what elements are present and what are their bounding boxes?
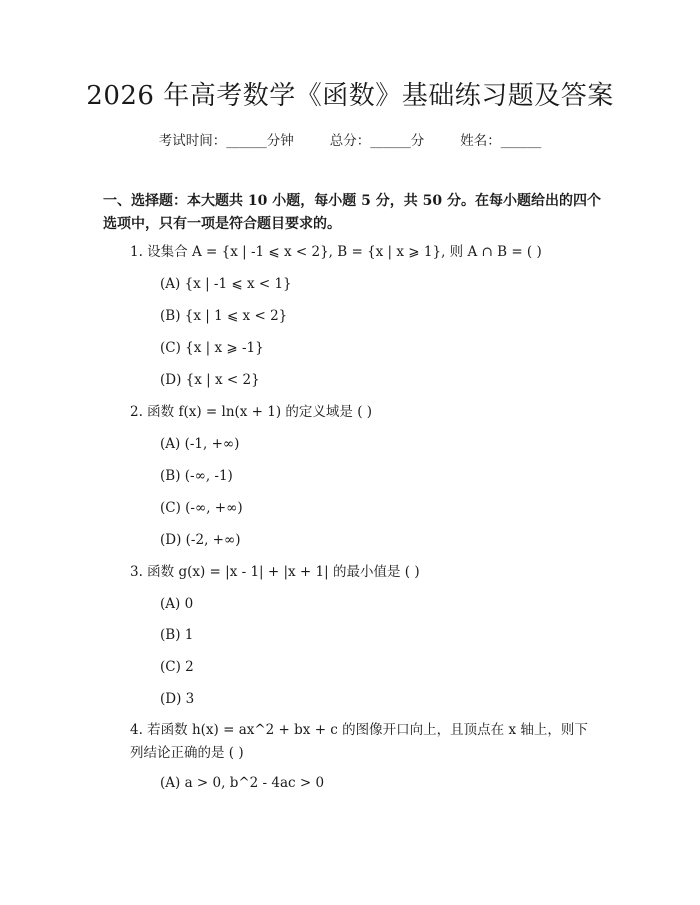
question-1-option-c: (C) {x | x ⩾ -1} xyxy=(160,340,264,356)
question-3-stem: 3. 函数 g(x) = |x - 1| + |x + 1| 的最小值是 ( ) xyxy=(130,564,420,580)
section-heading: 一、选择题：本大题共 10 小题，每小题 5 分，共 50 分。在每小题给出的四个选项中，只有一项是符合题目要求的。 xyxy=(103,193,601,232)
question-3-option-b: (B) 1 xyxy=(160,627,194,643)
question-2-option-a: (A) (-1, +∞) xyxy=(160,436,240,452)
exam-time-field: 考试时间：______分钟 xyxy=(158,133,294,149)
name-field: 姓名：______ xyxy=(460,133,542,149)
question-3-option-d: (D) 3 xyxy=(160,691,195,707)
question-1-stem: 1. 设集合 A = {x | -1 ⩽ x < 2}, B = {x | x ⩾ 1}, 则 A ∩ B = ( ) xyxy=(130,244,542,260)
question-2-option-c: (C) (-∞, +∞) xyxy=(160,500,243,516)
question-1-option-b: (B) {x | 1 ⩽ x < 2} xyxy=(160,308,288,324)
question-2-option-d: (D) (-2, +∞) xyxy=(160,532,241,548)
question-4-option-a: (A) a > 0, b^2 - 4ac > 0 xyxy=(160,775,325,791)
question-3-option-a: (A) 0 xyxy=(160,596,194,612)
question-3-option-c: (C) 2 xyxy=(160,659,194,675)
question-1-option-d: (D) {x | x < 2} xyxy=(160,372,260,388)
question-2-option-b: (B) (-∞, -1) xyxy=(160,468,233,484)
question-1-option-a: (A) {x | -1 ⩽ x < 1} xyxy=(160,276,292,292)
total-score-field: 总分：______分 xyxy=(329,133,425,149)
question-2-stem: 2. 函数 f(x) = ln(x + 1) 的定义域是 ( ) xyxy=(130,404,373,420)
exam-info xyxy=(0,131,700,151)
page-title: 2026 年高考数学《函数》基础练习题及答案 xyxy=(86,81,614,111)
question-4-stem: 4. 若函数 h(x) = ax^2 + bx + c 的图像开口向上，且顶点在 x 轴上，则下列结论正确的是 ( ) xyxy=(130,722,588,761)
